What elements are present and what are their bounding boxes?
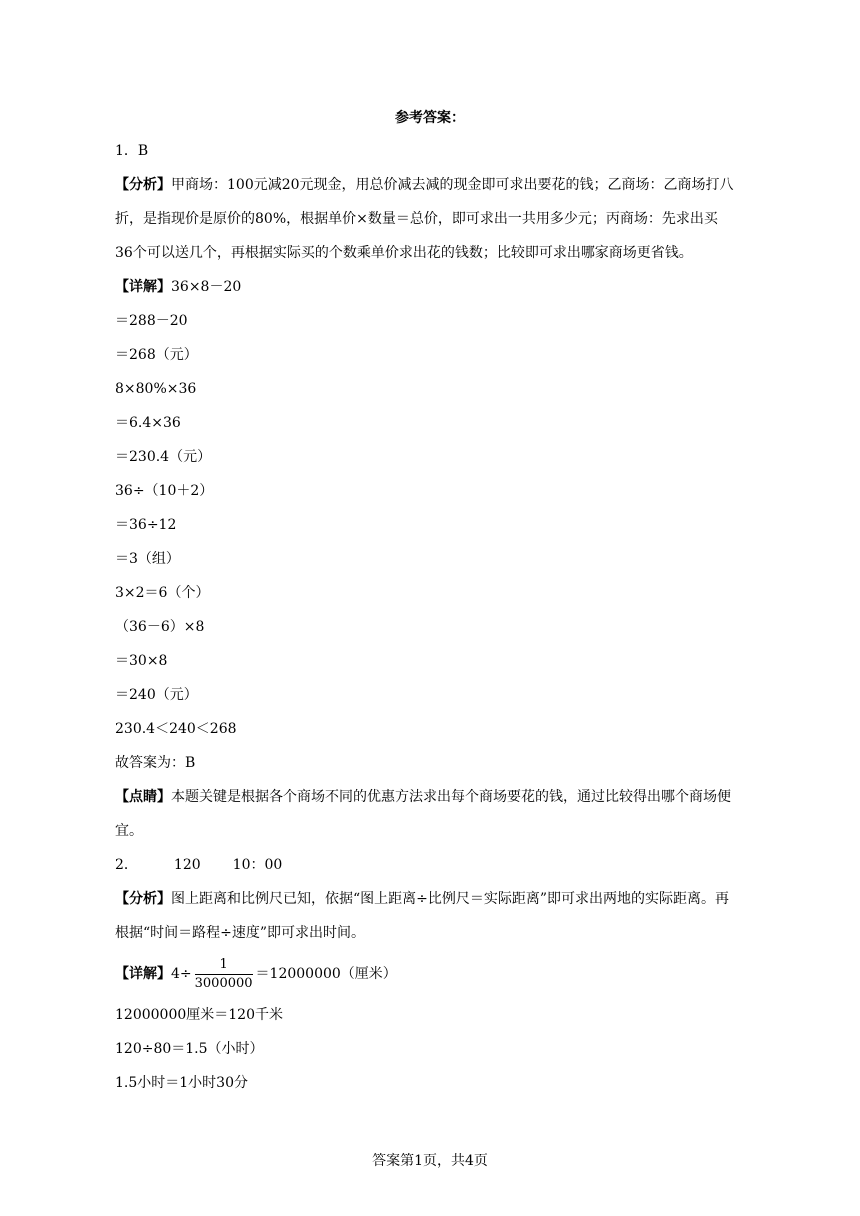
q1-step: ＝30×8 [115, 653, 168, 669]
q1-step: ＝6.4×36 [115, 415, 181, 431]
q1-step: 3×2＝6（个） [115, 585, 210, 601]
q2-step: 1.5小时＝1小时30分 [115, 1075, 248, 1091]
q2-step: 120÷80＝1.5（小时） [115, 1041, 264, 1057]
q1-step: ＝240（元） [115, 687, 198, 703]
q1-step: 230.4＜240＜268 [115, 721, 237, 737]
q1-analysis [115, 168, 735, 270]
q2-frac-pre: 4÷ [171, 966, 192, 982]
q1-step: ＝36÷12 [115, 517, 177, 533]
fraction-bar [195, 974, 253, 975]
q2-detail [115, 950, 735, 998]
q1-conclusion: 故答案为：B [115, 755, 196, 771]
q2-answer-2: 10：00 [232, 857, 283, 873]
q2-number [115, 848, 735, 882]
q1-step: ＝230.4（元） [115, 449, 212, 465]
q2-analysis-tag: 【分析】 [115, 891, 171, 907]
q1-step: （36－6）×8 [115, 619, 205, 635]
q2-frac-post: ＝12000000（厘米） [255, 966, 397, 982]
q1-analysis-text: 甲商场：100元减20元现金，用总价减去减的现金即可求出要花的钱；乙商场：乙商场打八折，是指现价是原价的80%，根据单价×数量＝总价，即可求出一共用多少元；丙商场：先求出买36个可以送几个，再根据实际买的个数乘单价求出花的钱数；比较即可求出哪家商场更省钱。 [115, 177, 734, 261]
q1-comment [115, 780, 735, 848]
q1-comment-tag: 【点睛】 [115, 789, 171, 805]
q1-detail [115, 270, 735, 304]
q2-detail-tag: 【详解】 [115, 966, 171, 982]
answer-content [115, 134, 735, 1100]
q1-step: ＝3（组） [115, 551, 180, 567]
fraction-denominator: 3000000 [194, 975, 253, 991]
q1-comment-text: 本题关键是根据各个商场不同的优惠方法求出每个商场要花的钱，通过比较得出哪个商场便宜。 [115, 789, 731, 839]
q2-analysis-text: 图上距离和比例尺已知，依据“图上距离÷比例尺＝实际距离”即可求出两地的实际距离。再根据“时间＝路程÷速度”即可求出时间。 [115, 891, 730, 941]
q1-analysis-tag: 【分析】 [115, 177, 171, 193]
q1-number: 1．B [115, 143, 149, 159]
q2-answer-1: 120 [173, 857, 201, 873]
q1-detail-tag: 【详解】 [115, 279, 171, 295]
page-title: 参考答案： [395, 110, 465, 126]
fraction-numerator: 1 [219, 956, 228, 972]
q1-step: 36×8－20 [171, 279, 242, 295]
q2-analysis [115, 882, 735, 950]
q2-num: 2． [115, 857, 138, 873]
page-footer: 答案第1页，共4页 [372, 1153, 488, 1169]
q1-step: ＝268（元） [115, 347, 198, 363]
q1-step: 8×80%×36 [115, 381, 197, 397]
q2-step: 12000000厘米＝120千米 [115, 1007, 283, 1023]
fraction [195, 957, 253, 992]
q1-step: 36÷（10＋2） [115, 483, 214, 499]
q1-step: ＝288－20 [115, 313, 188, 329]
